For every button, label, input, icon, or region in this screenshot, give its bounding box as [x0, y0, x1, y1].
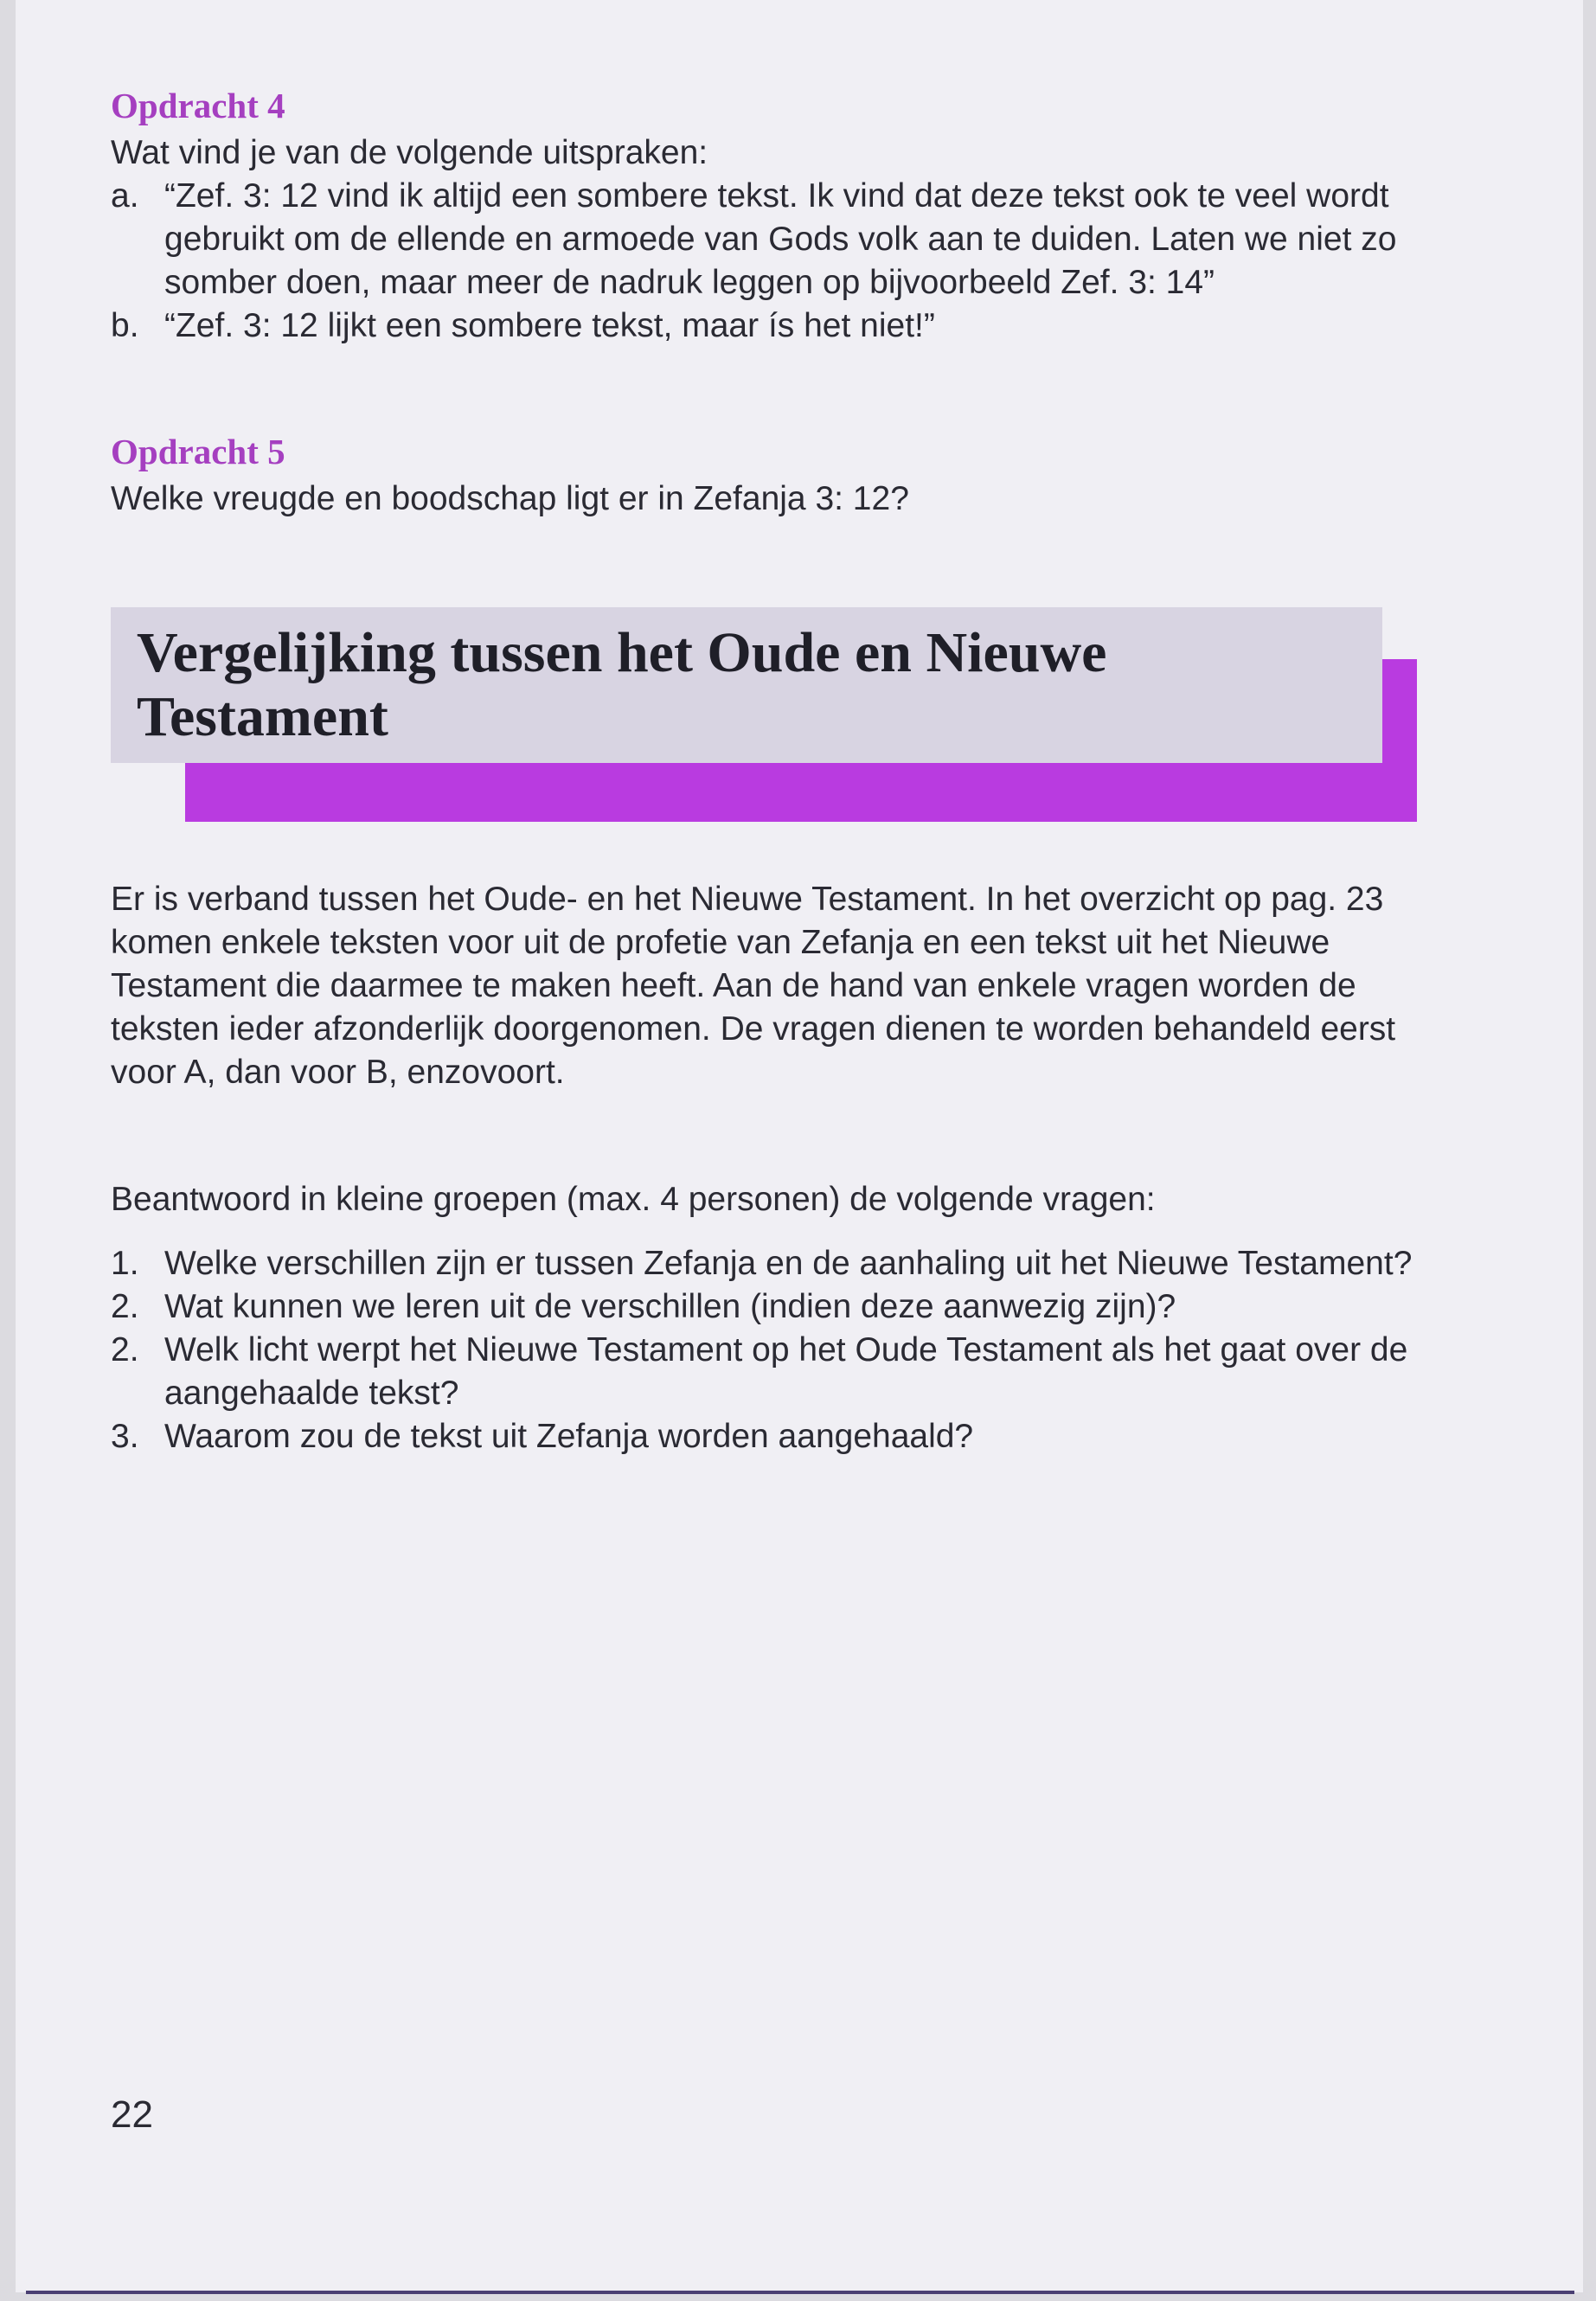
list-marker: 2. — [111, 1288, 139, 1325]
section-paragraph-1: Er is verband tussen het Oude- en het Nieuwe Testament. In het overzicht op pag. 23 komen enkele teksten voor uit de profetie van Zefanja en een tekst uit het Nieuwe Testament die daarmee te maken heeft. Aan de hand van enkele vragen worden de teksten ieder afzonderlijk doorgenomen. De vragen dienen te worden behandeld eerst voor A, dan voor B, enzovoort. — [111, 881, 1396, 1091]
list-item — [111, 1285, 1460, 1329]
list-item — [111, 1415, 1460, 1458]
page-number: 22 — [111, 2093, 153, 2136]
list-item — [111, 304, 1460, 348]
opdracht-4-list — [111, 175, 1460, 348]
list-item-text: Welk licht werpt het Nieuwe Testament op het Oude Testament als het gaat over de aangehaalde tekst? — [164, 1331, 1408, 1412]
list-marker: 2. — [111, 1331, 139, 1368]
opdracht-4-heading: Opdracht 4 — [111, 86, 285, 125]
list-marker: 3. — [111, 1418, 139, 1455]
list-item-text: “Zef. 3: 12 lijkt een sombere tekst, maar ís het niet!” — [164, 307, 935, 344]
list-marker: b. — [111, 307, 139, 344]
list-item-text: Welke verschillen zijn er tussen Zefanja en de aanhaling uit het Nieuwe Testament? — [164, 1245, 1413, 1282]
page — [16, 0, 1583, 2292]
opdracht-5-heading: Opdracht 5 — [111, 432, 285, 471]
list-marker: a. — [111, 177, 139, 215]
opdracht-5-question: Welke vreugde en boodschap ligt er in Zefanja 3: 12? — [111, 480, 909, 517]
list-item — [111, 1329, 1460, 1415]
list-item — [111, 1242, 1460, 1285]
list-marker: 1. — [111, 1245, 139, 1282]
opdracht-4-intro: Wat vind je van de volgende uitspraken: — [111, 134, 708, 171]
section-paragraph-2: Beantwoord in kleine groepen (max. 4 personen) de volgende vragen: — [111, 1181, 1156, 1218]
list-item-text: “Zef. 3: 12 vind ik altijd een sombere tekst. Ik vind dat deze tekst ook te veel wordt gebruikt om de ellende en armoede van Gods volk aan te duiden. Laten we niet zo somber doen, maar meer de nadruk leggen op bijvoorbeeld Zef. 3: 14” — [164, 177, 1397, 301]
list-item-text: Waarom zou de tekst uit Zefanja worden aangehaald? — [164, 1418, 974, 1455]
list-item — [111, 175, 1460, 304]
questions-list — [111, 1242, 1460, 1458]
section-title: Vergelijking tussen het Oude en Nieuwe Testament — [137, 621, 1107, 748]
bottom-rule — [26, 2291, 1574, 2294]
list-item-text: Wat kunnen we leren uit de verschillen (indien deze aanwezig zijn)? — [164, 1288, 1176, 1325]
